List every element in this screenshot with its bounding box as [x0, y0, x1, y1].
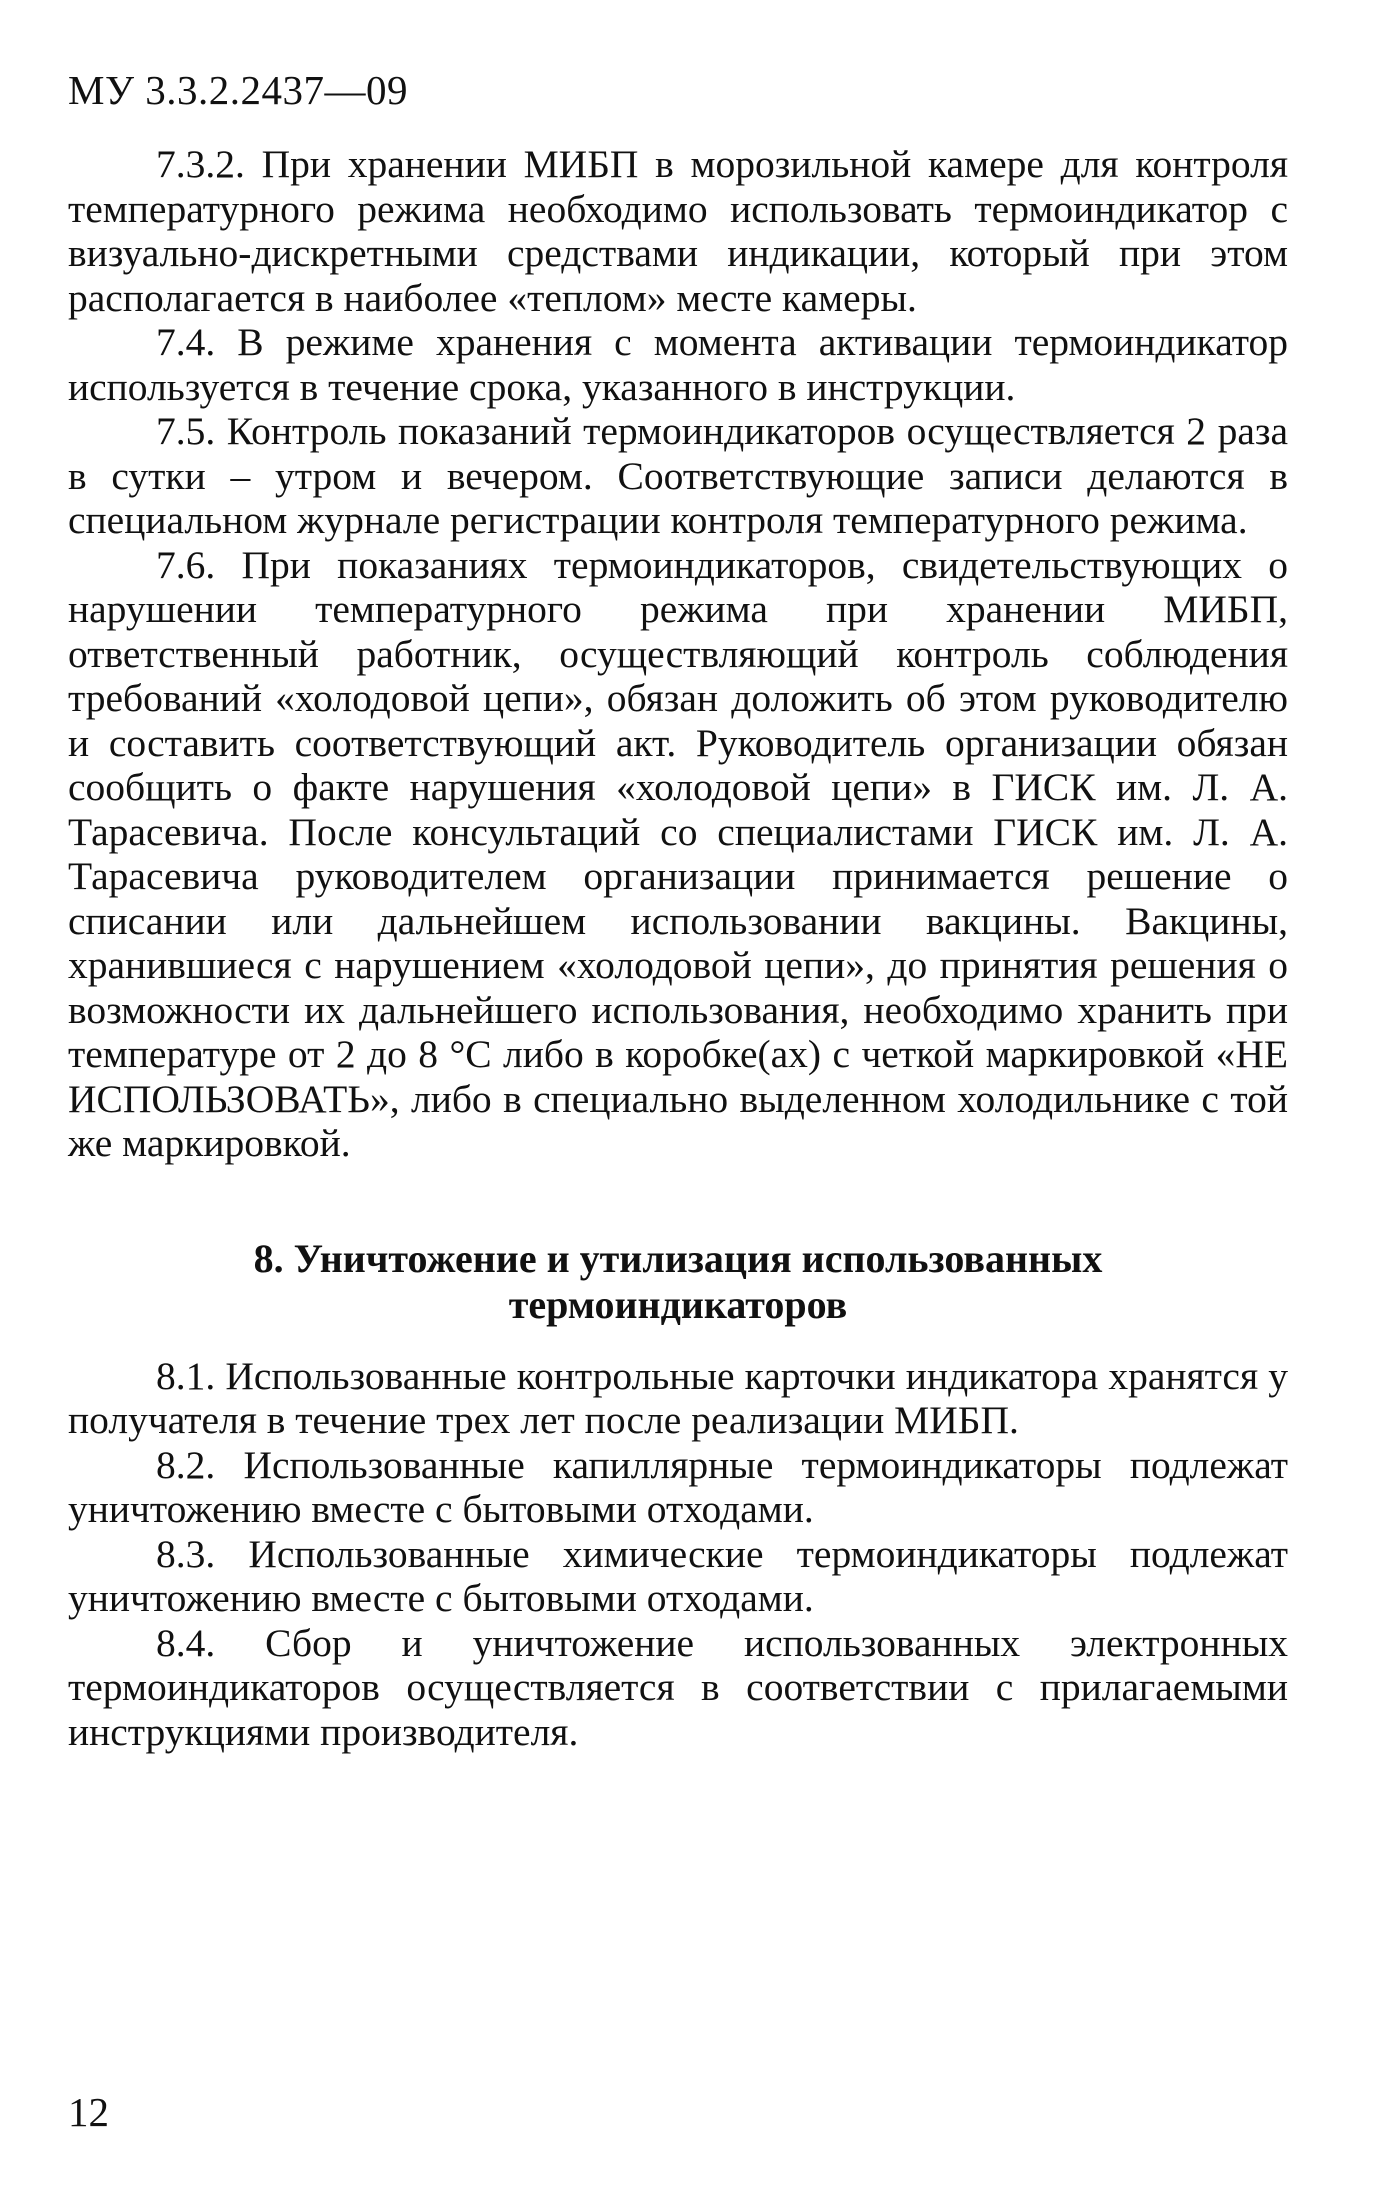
section-8-title: 8. Уничтожение и утилизация использованных термоиндикаторов — [253, 1235, 1103, 1327]
paragraph-8-1: 8.1. Использованные контрольные карточки индикатора хранятся у получателя в течение трех лет после реализации МИБП. — [68, 1353, 1288, 1442]
body-text — [68, 142, 1288, 1754]
paragraph-8-2: 8.2. Использованные капиллярные термоиндикаторы подлежат уничтожению вместе с бытовыми отходами. — [68, 1442, 1288, 1531]
paragraph-7-4: 7.4. В режиме хранения с момента активации термоиндикатор используется в течение срока, указанного в инструкции. — [68, 320, 1288, 409]
document-code-header: МУ 3.3.2.2437—09 — [68, 67, 408, 113]
paragraph-8-3: 8.3. Использованные химические термоиндикаторы подлежат уничтожению вместе с бытовыми отходами. — [68, 1531, 1288, 1620]
paragraph-7-3-2: 7.3.2. При хранении МИБП в морозильной камере для контроля температурного режима необходимо использовать термоиндикатор с визуально-дискретными средствами индикации, который при этом располагается в наиболее «теплом» месте камеры. — [68, 142, 1288, 320]
page-number: 12 — [68, 2089, 109, 2135]
paragraph-7-5: 7.5. Контроль показаний термоиндикаторов осуществляется 2 раза в сутки – утром и вечером. Соответствующие записи делаются в специальном журнале регистрации контроля температурного режима. — [68, 409, 1288, 542]
paragraph-8-4: 8.4. Сбор и уничтожение использованных электронных термоиндикаторов осуществляется в соответствии с прилагаемыми инструкциями производителя. — [68, 1620, 1288, 1754]
paragraph-7-6: 7.6. При показаниях термоиндикаторов, свидетельствующих о нарушении температурного режима при хранении МИБП, ответственный работник, осуществляющий контроль соблюдения требований «холодовой цепи», обязан доложить об этом руководителю и составить соответствующий акт. Руководитель организации обязан сообщить о факте нарушения «холодовой цепи» в ГИСК им. Л. А. Тарасевича. После консультаций со специалистами ГИСК им. Л. А. Тарасевича руководителем организации принимается решение о списании или дальнейшем использовании вакцины. Вакцины, хранившиеся с нарушением «холодовой цепи», до принятия решения о возможности их дальнейшего использования, необходимо хранить при температуре от 2 до 8 °С либо в коробке(ах) с четкой маркировкой «НЕ ИСПОЛЬЗОВАТЬ», либо в специально выделенном холодильнике с той же маркировкой. — [68, 542, 1288, 1165]
